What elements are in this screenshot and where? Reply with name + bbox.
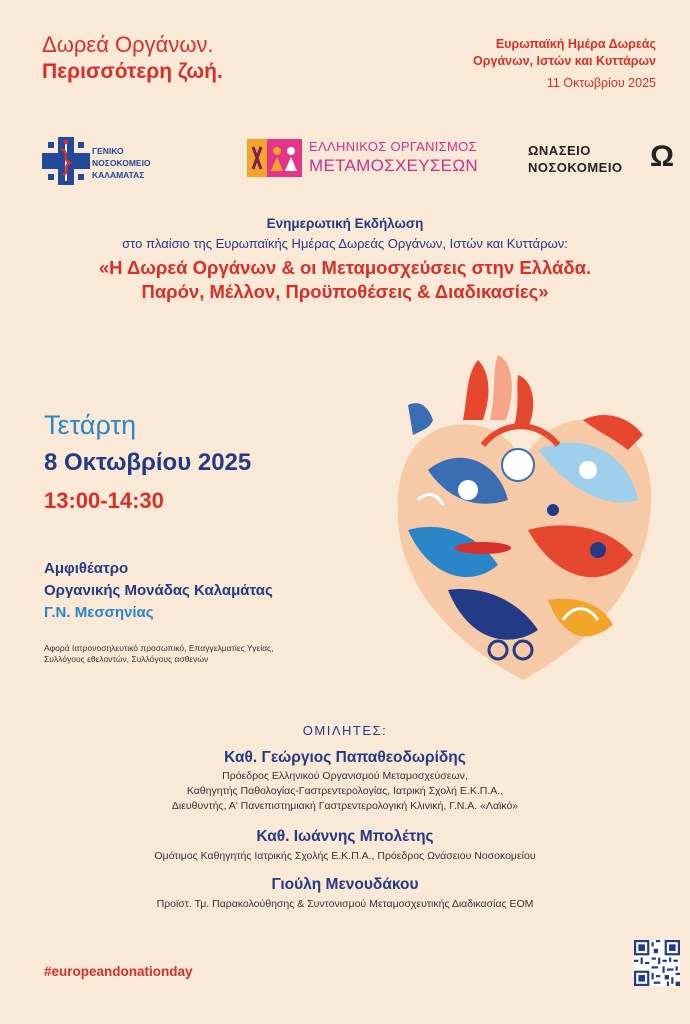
event-date: 8 Οκτωβρίου 2025 [44,449,252,476]
speaker-1-role-line1: Πρόεδρος Ελληνικού Οργανισμού Μεταμοσχεύσεων, [222,770,468,782]
audience-line1: Αφορά Ιατρονοσηλευτικό προσωπικό, Επαγγελματίες Υγείας, [44,643,274,653]
hashtag[interactable]: #europeandonationday [44,964,193,979]
heart-collage-illustration [388,350,658,690]
tagline-primary: Δωρεά Οργάνων. [42,32,214,57]
event-time: 13:00-14:30 [44,488,164,513]
qr-code-icon[interactable] [634,940,680,986]
eom-mark-icon [247,139,302,177]
eom-name-line1: ΕΛΛΗΝΙΚΟΣ ΟΡΓΑΝΙΣΜΟΣ [309,139,477,154]
speaker-1-name: Καθ. Γεώργιος Παπαθεοδωρίδης [224,749,466,766]
speaker-2-name: Καθ. Ιωάννης Μπολέτης [256,828,434,845]
venue-line3: Γ.Ν. Μεσσηνίας [44,604,154,621]
audience-line2: Συλλόγους εθελοντών, Συλλόγους ασθενών [44,654,209,664]
venue-line2: Οργανικής Μονάδας Καλαμάτας [44,582,273,599]
hospital-name-line1: ΓΕΝΙΚΟ [92,146,124,156]
event-title [0,256,690,304]
event-context: στο πλαίσιο της Ευρωπαϊκής Ημέρας Δωρεάς Οργάνων, Ιστών και Κυττάρων: [122,236,568,251]
venue-line1: Αμφιθέατρο [44,560,129,577]
caduceus-cross-icon [42,137,90,185]
event-weekday: Τετάρτη [44,410,137,440]
hospital-name [92,145,151,181]
event-day-title-line1: Ευρωπαϊκή Ημέρα Δωρεάς [495,37,656,51]
kalamata-hospital-logo [42,137,172,187]
onassis-line1: ΩΝΑΣΕΙΟ [528,143,591,158]
hospital-name-line3: ΚΑΛΑΜΑΤΑΣ [92,170,145,180]
speaker-1-role-line3: Διευθυντής, Α' Πανεπιστημιακή Γαστρεντερολογική Κλινική, Γ.Ν.Α. «Λαϊκό» [171,800,519,812]
eom-name-line2: ΜΕΤΑΜΟΣΧΕΥΣΕΩΝ [309,156,478,175]
onassis-line2: ΝΟΣΟΚΟΜΕΙΟ [528,160,623,175]
event-title-line1: «Η Δωρεά Οργάνων & οι Μεταμοσχεύσεις στην Ελλάδα. [98,257,592,278]
event-day-date: 11 Οκτωβρίου 2025 [546,76,656,90]
hospital-name-line2: ΝΟΣΟΚΟΜΕΙΟ [92,158,151,168]
onassis-omega-icon: Ω [650,140,675,173]
event-title-line2: Παρόν, Μέλλον, Προϋποθέσεις & Διαδικασίες» [141,281,549,302]
speakers-heading: ΟΜΙΛΗΤΕΣ: [302,723,388,738]
speaker-2-role: Ομότιμος Καθηγητής Ιατρικής Σχολής Ε.Κ.Π.Α., Πρόεδρος Ωνάσειου Νοσοκομείου [154,850,536,862]
onassis-hospital-logo-text [528,142,623,176]
speaker-3-role: Προϊστ. Τμ. Παρακολούθησης & Συντονισμού Μεταμοσχευτικής Διαδικασίας ΕΟΜ [156,898,534,910]
speaker-1-role-line2: Καθηγητής Παθολογίας-Γαστρεντερολογίας, Ιατρική Σχολή Ε.Κ.Π.Α., [186,785,504,797]
tagline-secondary: Περισσότερη ζωή. [42,60,223,83]
audience-note [44,643,304,665]
event-day-title-line2: Οργάνων, Ιστών και Κυττάρων [473,54,656,68]
eom-logo [247,139,477,179]
speaker-1-role [0,769,690,814]
speaker-3-name: Γιούλη Μενουδάκου [271,876,419,893]
event-type: Ενημερωτική Εκδήλωση [266,216,424,231]
